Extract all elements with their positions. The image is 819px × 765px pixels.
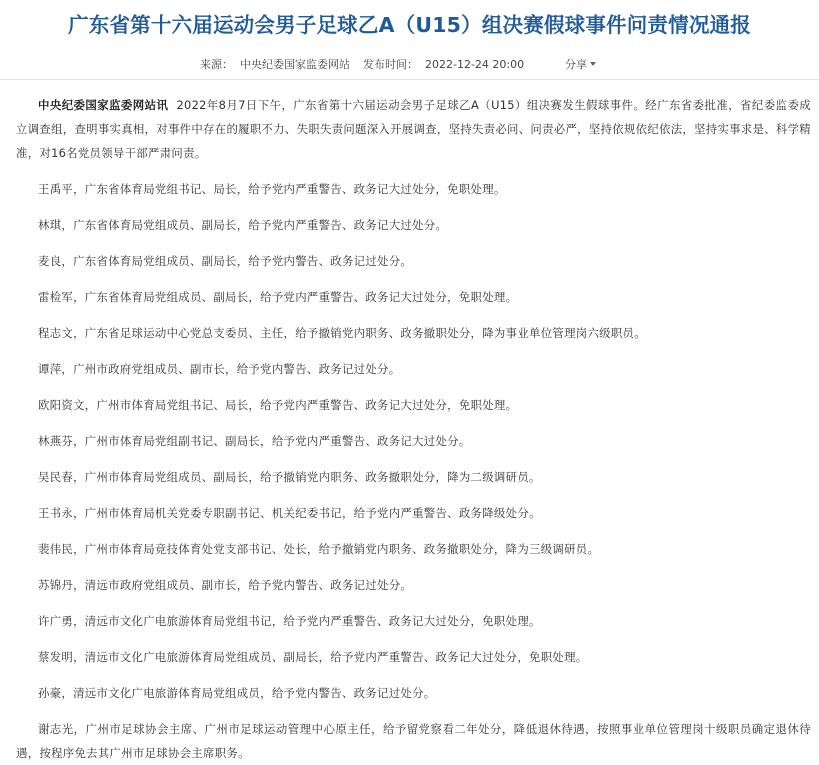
list-item: 林琪，广东省体育局党组成员、副局长，给予党内严重警告、政务记大过处分。 — [38, 218, 448, 232]
list-item: 欧阳资文，广州市体育局党组书记、局长，给予党内严重警告、政务记大过处分，免职处理。 — [38, 398, 518, 412]
time-value: 2022-12-24 20:00 — [425, 58, 525, 71]
list-item: 蔡发明，清远市文化广电旅游体育局党组成员、副局长，给予党内严重警告、政务记大过处分，免职处理。 — [38, 650, 588, 664]
list-item: 王禹平，广东省体育局党组书记、局长，给予党内严重警告、政务记大过处分，免职处理。 — [38, 182, 506, 196]
list-item: 程志文，广东省足球运动中心党总支委员、主任，给予撤销党内职务、政务撤职处分，降为事业单位管理岗六级职员。 — [38, 326, 646, 340]
list-item: 孙豪，清远市文化广电旅游体育局党组成员，给予党内警告、政务记过处分。 — [38, 686, 436, 700]
time-label: 发布时间： — [363, 58, 418, 71]
publish-time — [363, 56, 524, 72]
article-title: 广东省第十六届运动会男子足球乙A（U15）组决赛假球事件问责情况通报 — [68, 13, 751, 37]
article-meta — [0, 56, 819, 70]
share-button[interactable] — [565, 56, 596, 72]
header-divider — [0, 79, 819, 80]
list-item: 谢志光，广州市足球协会主席、广州市足球运动管理中心原主任，给予留党察看二年处分，降低退休待遇，按照事业单位管理岗十级职员确定退休待遇，按程序免去其广州市足球协会主席职务。 — [16, 722, 811, 760]
lead-source: 中央纪委国家监委网站讯 — [38, 98, 169, 112]
list-item: 林燕芬，广州市体育局党组副书记、副局长，给予党内严重警告、政务记大过处分。 — [38, 434, 471, 448]
list-item: 王书永，广州市体育局机关党委专职副书记、机关纪委书记，给予党内严重警告、政务降级处分。 — [38, 506, 541, 520]
source-info — [200, 56, 350, 72]
list-item: 吴民春，广州市体育局党组成员、副局长，给予撤销党内职务、政务撤职处分，降为二级调研员。 — [38, 470, 541, 484]
lead-text: 2022年8月7日下午，广东省第十六届运动会男子足球乙A（U15）组决赛发生假球事件。经广东省委批准，省纪委监委成立调查组，查明事实真相，对事件中存在的履职不力、失职失责问题深入开展调查，坚持失责必问、问责必严，坚持依规依纪依法，坚持实事求是、科学精准，对16名党员领导干部严肃问责。 — [16, 98, 811, 160]
list-item: 雷检军，广东省体育局党组成员、副局长，给予党内严重警告、政务记大过处分，免职处理。 — [38, 290, 518, 304]
list-item: 谭萍，广州市政府党组成员、副市长，给予党内警告、政务记过处分。 — [38, 362, 401, 376]
list-item: 许广勇，清远市文化广电旅游体育局党组书记，给予党内严重警告、政务记大过处分，免职处理。 — [38, 614, 541, 628]
lead-paragraph — [16, 93, 811, 165]
share-label: 分享 — [565, 58, 587, 71]
list-item: 麦良，广东省体育局党组成员、副局长，给予党内警告、政务记过处分。 — [38, 254, 413, 268]
source-value: 中央纪委国家监委网站 — [240, 58, 350, 71]
list-item: 苏锦丹，清远市政府党组成员、副市长，给予党内警告、政务记过处分。 — [38, 578, 413, 592]
list-item: 裴伟民，广州市体育局竞技体育处党支部书记、处长，给予撤销党内职务、政务撤职处分，降为三级调研员。 — [38, 542, 600, 556]
chevron-down-icon — [590, 62, 596, 66]
source-label: 来源： — [200, 58, 233, 71]
